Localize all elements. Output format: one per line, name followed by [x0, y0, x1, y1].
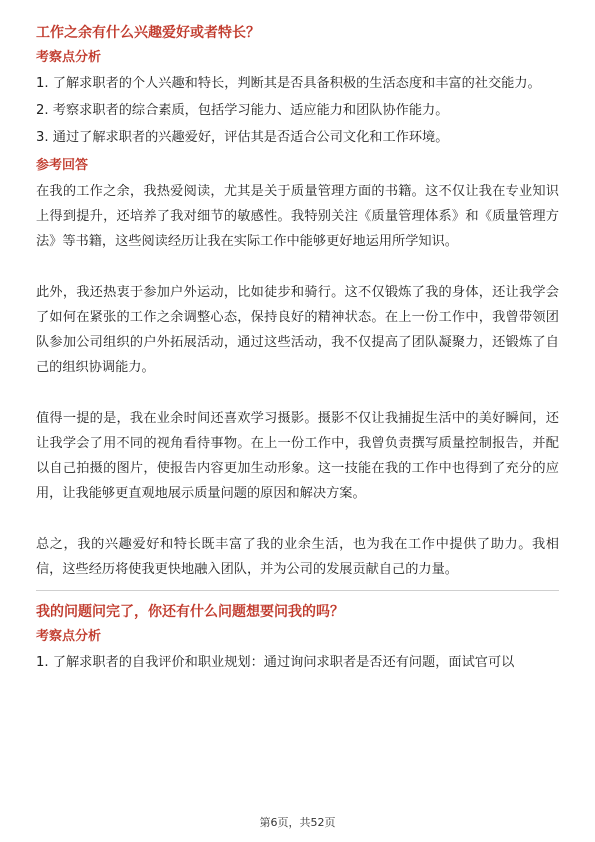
answer-paragraph: 值得一提的是，我在业余时间还喜欢学习摄影。摄影不仅让我捕捉生活中的美好瞬间，还让我学会了用不同的视角看待事物。在上一份工作中，我曾负责撰写质量控制报告，并配以自己拍摄的图片，使报告内容更加生动形象。这一技能在我的工作中也得到了充分的应用，让我能够更直观地展示质量问题的原因和解决方案。 [36, 411, 559, 501]
answer-paragraph: 在我的工作之余，我热爱阅读，尤其是关于质量管理方面的书籍。这不仅让我在专业知识上得到提升，还培养了我对细节的敏感性。我特别关注《质量管理体系》和《质量管理方法》等书籍，这些阅读经历让我在实际工作中能够更好地运用所学知识。 [36, 184, 559, 249]
document-page [36, 22, 559, 677]
analysis-item: 3. 通过了解求职者的兴趣爱好，评估其是否适合公司文化和工作环境。 [36, 130, 449, 145]
paragraph-spacer [36, 506, 559, 532]
page-number: 第6页，共52页 [259, 816, 336, 829]
analysis-item: 1. 了解求职者的自我评价和职业规划：通过询问求职者是否还有问题，面试官可以 [36, 655, 515, 670]
analysis-item: 2. 考察求职者的综合素质，包括学习能力、适应能力和团队协作能力。 [36, 103, 449, 118]
paragraph-spacer [36, 380, 559, 406]
answer-paragraph: 此外，我还热衷于参加户外运动，比如徒步和骑行。这不仅锻炼了我的身体，还让我学会了如何在紧张的工作之余调整心态，保持良好的精神状态。在上一份工作中，我曾带领团队参加公司组织的户外拓展活动，通过这些活动，我不仅提高了团队凝聚力，还锻炼了自己的组织协调能力。 [36, 285, 559, 375]
section-divider [36, 590, 559, 591]
question-heading-hobbies: 工作之余有什么兴趣爱好或者特长？ [36, 25, 260, 41]
analysis-heading: 考察点分析 [36, 629, 102, 644]
question-heading-closing: 我的问题问完了，你还有什么问题想要问我的吗？ [36, 604, 344, 620]
paragraph-spacer [36, 254, 559, 280]
answer-heading: 参考回答 [36, 158, 89, 173]
analysis-heading: 考察点分析 [36, 50, 102, 65]
answer-paragraph: 总之，我的兴趣爱好和特长既丰富了我的业余生活，也为我在工作中提供了助力。我相信，这些经历将使我更快地融入团队，并为公司的发展贡献自己的力量。 [36, 537, 559, 577]
analysis-item: 1. 了解求职者的个人兴趣和特长，判断其是否具备积极的生活态度和丰富的社交能力。 [36, 76, 541, 91]
